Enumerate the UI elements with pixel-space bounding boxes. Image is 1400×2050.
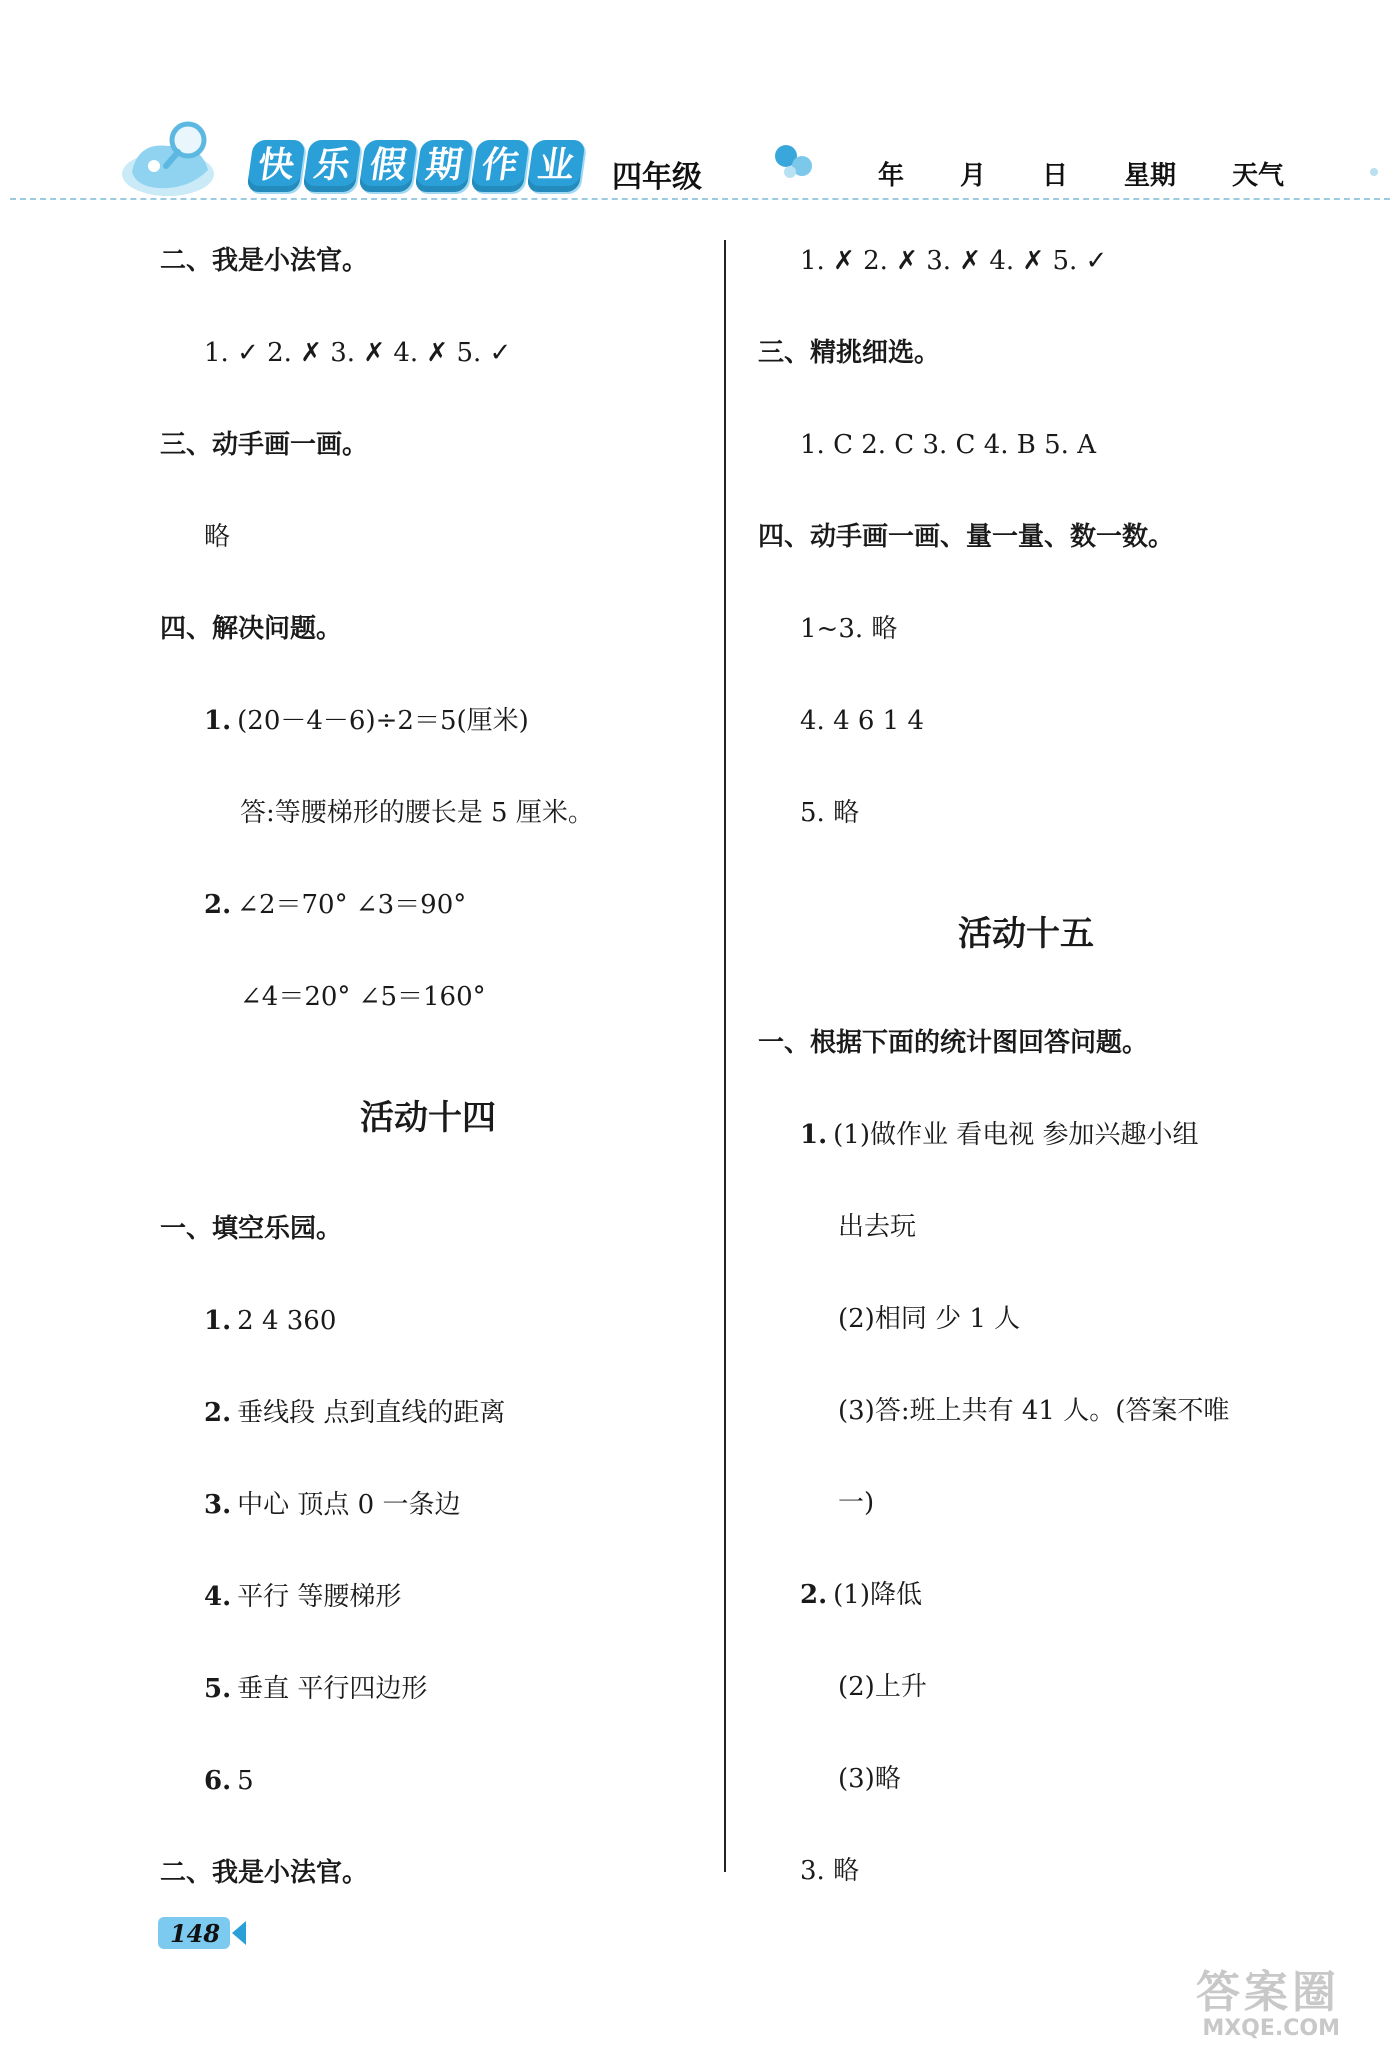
- answer-line: [204, 1304, 336, 1338]
- section-heading: 二、我是小法官。: [160, 246, 369, 276]
- section-heading: 四、解决问题。: [160, 614, 343, 644]
- answer-line: 1. C 2. C 3. C 4. B 5. A: [800, 430, 1096, 460]
- question-number: 1.: [204, 1306, 232, 1336]
- answer-line: 出去玩: [838, 1212, 917, 1242]
- answer-line: 答:等腰梯形的腰长是 5 厘米。: [240, 798, 594, 828]
- answer-text: 垂直 平行四边形: [237, 1674, 428, 1704]
- answer-line: 一): [838, 1488, 875, 1518]
- answer-line: [204, 1488, 461, 1522]
- answer-text: ∠2＝70° ∠3＝90°: [237, 890, 467, 920]
- column-divider: [724, 240, 726, 1872]
- question-number: 1.: [800, 1120, 828, 1150]
- answer-text: 5: [237, 1766, 254, 1796]
- section-heading: 三、精挑细选。: [758, 338, 941, 368]
- brand-char: 乐: [302, 140, 361, 192]
- answer-line: 略: [204, 522, 231, 552]
- brand-title: [250, 140, 582, 200]
- year-label: 年: [878, 161, 905, 191]
- section-heading: 三、动手画一画。: [160, 430, 369, 460]
- answer-line: (2)相同 少 1 人: [838, 1304, 1021, 1334]
- answer-text: (1)做作业 看电视 参加兴趣小组: [833, 1120, 1199, 1150]
- question-number: 4.: [204, 1582, 232, 1612]
- header-divider: [10, 198, 1390, 200]
- answer-text: 平行 等腰梯形: [237, 1582, 402, 1612]
- question-number: 2.: [204, 1398, 232, 1428]
- section-heading: 四、动手画一画、量一量、数一数。: [758, 522, 1175, 552]
- answer-line: [204, 704, 529, 738]
- answer-text: 中心 顶点 0 一条边: [237, 1490, 461, 1520]
- answer-line: [204, 1672, 427, 1706]
- answer-line: ∠4＝20° ∠5＝160°: [240, 982, 486, 1012]
- decor-dot: [1370, 168, 1378, 176]
- weekday-label: 星期: [1124, 161, 1177, 191]
- brand-char: 业: [526, 140, 585, 192]
- answer-line: 5. 略: [800, 798, 860, 828]
- answer-text: 垂线段 点到直线的距离: [237, 1398, 506, 1428]
- answer-line: [800, 1118, 1199, 1152]
- month-label: 月: [960, 161, 987, 191]
- watermark: [1196, 1956, 1340, 2041]
- answer-line: 1. ✗ 2. ✗ 3. ✗ 4. ✗ 5. ✓: [800, 246, 1108, 276]
- answer-line: (3)答:班上共有 41 人。(答案不唯: [838, 1396, 1230, 1426]
- answer-line: 1. ✓ 2. ✗ 3. ✗ 4. ✗ 5. ✓: [204, 338, 512, 368]
- answer-text: (20－4－6)÷2＝5(厘米): [237, 706, 529, 736]
- section-heading: 一、填空乐园。: [160, 1214, 343, 1244]
- question-number: 1.: [204, 706, 232, 736]
- answer-line: 3. 略: [800, 1856, 860, 1886]
- brand-char: 作: [470, 140, 529, 192]
- question-number: 3.: [204, 1490, 232, 1520]
- question-number: 2.: [800, 1580, 828, 1610]
- day-label: 日: [1042, 161, 1069, 191]
- answer-line: (3)略: [838, 1764, 901, 1794]
- grade-label: 四年级: [612, 160, 702, 195]
- question-number: 6.: [204, 1766, 232, 1796]
- question-number: 2.: [204, 890, 232, 920]
- brand-char: 假: [358, 140, 417, 192]
- answer-line: 4. 4 6 1 4: [800, 706, 925, 736]
- answer-line: [800, 1578, 922, 1612]
- page-number: 148: [169, 1919, 221, 1948]
- watermark-text: 答案圈: [1196, 1967, 1340, 2018]
- question-number: 5.: [204, 1674, 232, 1704]
- answer-line: 1~3. 略: [800, 614, 898, 644]
- section-heading: 二、我是小法官。: [160, 1858, 369, 1888]
- answer-line: [204, 1580, 401, 1614]
- weather-label: 天气: [1232, 161, 1285, 191]
- watermark-url: MXQE.COM: [1202, 2016, 1340, 2041]
- activity-title: 活动十四: [360, 1098, 496, 1138]
- answer-text: (1)降低: [833, 1580, 922, 1610]
- brand-char: 期: [414, 140, 473, 192]
- answer-line: (2)上升: [838, 1672, 927, 1702]
- answer-line: [204, 1396, 505, 1430]
- brand-char: 快: [246, 140, 305, 192]
- answer-line: [204, 888, 466, 922]
- section-heading: 一、根据下面的统计图回答问题。: [758, 1028, 1149, 1058]
- bubbles-icon: [772, 142, 816, 182]
- activity-title: 活动十五: [958, 914, 1094, 954]
- answer-text: 2 4 360: [237, 1306, 337, 1336]
- answer-line: [204, 1764, 254, 1798]
- magnifier-logo-icon: [118, 112, 228, 202]
